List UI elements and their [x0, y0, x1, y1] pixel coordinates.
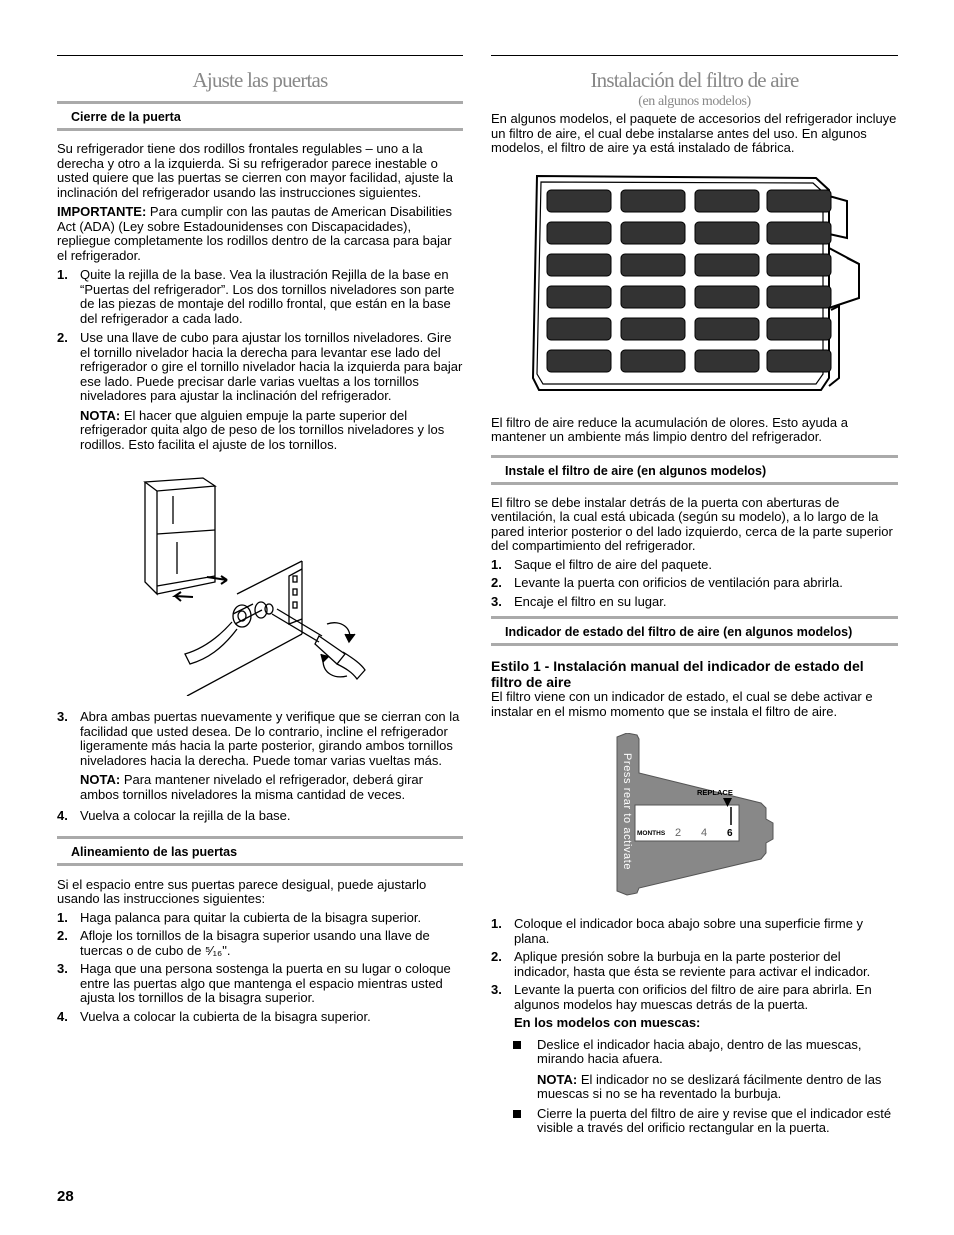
subsection-heading: Cierre de la puerta	[57, 101, 463, 131]
step-text: Haga palanca para quitar la cubierta de la bisagra superior.	[80, 909, 422, 925]
filter-vent-slot	[767, 190, 831, 212]
step-number: 3.	[57, 961, 68, 976]
filter-vent-slot	[621, 254, 685, 276]
filter-vent-slot	[621, 350, 685, 372]
filter-vent-slot	[767, 222, 831, 244]
status-indicator-illustration	[491, 733, 898, 903]
step-number: 3.	[491, 982, 502, 997]
filter-vent-slot	[767, 318, 831, 340]
air-filter-illustration	[491, 168, 898, 406]
list-item	[491, 576, 898, 591]
list-item	[491, 917, 898, 946]
filter-vent-slot	[695, 190, 759, 212]
tick-label: 2	[675, 827, 682, 839]
paragraph: El filtro de aire reduce la acumulación de olores. Esto ayuda a mantener un ambiente más limpio dentro del refrigerador.	[491, 414, 848, 444]
step-text: Aplique presión sobre la burbuja en la parte posterior del indicador, hasta que ésta se reviente para activar el indicador.	[514, 949, 871, 979]
left-column	[57, 55, 463, 1024]
filter-vent-slot	[547, 254, 611, 276]
replace-label: REPLACE	[697, 788, 733, 797]
top-rule	[57, 55, 463, 56]
list-item	[57, 911, 463, 926]
step-number: 4.	[57, 1008, 68, 1024]
step-text: Levante la puerta con orificios del filtro de aire para abrirla. En algunos modelos hay muescas detrás de la puerta.	[514, 982, 872, 1012]
step-text: Vuelva a colocar la cubierta de la bisagra superior.	[80, 1008, 371, 1024]
paragraph: El filtro viene con un indicador de estado, el cual se debe activar e instalar en el mismo momento que se instala el filtro de aire.	[491, 689, 873, 719]
subsection-heading: Alineamiento de las puertas	[57, 836, 463, 866]
tick-label: 6	[727, 828, 733, 839]
step-number: 2.	[491, 949, 502, 964]
step-number: 2.	[57, 330, 68, 345]
list-item	[491, 595, 898, 610]
bullet-text: Cierre la puerta del filtro de aire y revise que el indicador esté visible a través del orificio rectangular en la puerta.	[537, 1105, 892, 1135]
list-item	[57, 268, 463, 326]
note-label: NOTA:	[80, 772, 121, 787]
filter-vent-slot	[547, 222, 611, 244]
list-item	[57, 809, 463, 824]
step-text: Coloque el indicador boca abajo sobre una superficie firme y plana.	[514, 916, 864, 946]
note-paragraph	[57, 409, 463, 453]
bullet-square-icon	[513, 1041, 521, 1049]
filter-vent-slot	[547, 318, 611, 340]
note-paragraph	[491, 1073, 898, 1102]
filter-vent-slot	[695, 350, 759, 372]
important-label: IMPORTANTE:	[57, 204, 147, 219]
list-item	[57, 331, 463, 404]
note-label: NOTA:	[537, 1071, 578, 1087]
note-text: El indicador no se deslizará fácilmente dentro de las muescas si no se ha reventado la burbuja.	[537, 1071, 882, 1101]
filter-vent-slot	[621, 286, 685, 308]
step-number: 3.	[57, 709, 68, 724]
paragraph: Si el espacio entre sus puertas parece desigual, puede ajustarlo usando las instrucciones siguientes:	[57, 876, 427, 906]
note-paragraph	[57, 773, 463, 802]
step-text: Saque el filtro de aire del paquete.	[514, 556, 713, 572]
section-title: Instalación del filtro de aire	[590, 68, 799, 92]
list-item	[57, 710, 463, 768]
important-text: Para cumplir con las pautas de American Disabilities Act (ADA) (Ley sobre Estadounidenses con Discapacidades), repliegue completamente los rodillos dentro de la carcasa para bajar el refrigerador.	[57, 204, 452, 263]
filter-vent-slot	[695, 286, 759, 308]
note-text: Para mantener nivelado el refrigerador, deberá girar ambos tornillos niveladores la misma cantidad de veces.	[80, 772, 423, 802]
filter-vent-slot	[547, 286, 611, 308]
step-text: Haga que una persona sostenga la puerta en su lugar o coloque entre las puertas algo que mantenga el espacio mientras usted ajusta los tornillos de la bisagra superior.	[80, 961, 451, 1005]
top-rule	[491, 55, 898, 56]
filter-vent-slot	[695, 254, 759, 276]
paragraph: Su refrigerador tiene dos rodillos frontales regulables – uno a la derecha y otro a la izquierda. Si su refrigerador parece inestable o usted quiere que las puertas se cierren con mayor facilidad, ajuste la inclinación del refrigerador usando las instrucciones siguientes.	[57, 141, 453, 200]
section-subtitle: (en algunos modelos)	[638, 94, 751, 109]
list-item	[491, 950, 898, 979]
notch-label-text: En los modelos con muescas:	[514, 1015, 701, 1030]
step-text: Encaje el filtro en su lugar.	[514, 593, 667, 609]
subsection-heading: Indicador de estado del filtro de aire (en algunos modelos)	[491, 616, 898, 646]
filter-vent-slot	[621, 190, 685, 212]
filter-vent-slot	[767, 254, 831, 276]
filter-vent-slot	[767, 286, 831, 308]
filter-vent-slot	[767, 350, 831, 372]
page-number: 28	[57, 1188, 74, 1205]
step-number: 1.	[491, 916, 502, 931]
step-text: Abra ambas puertas nuevamente y verifique que se cierran con la facilidad que usted desea. De lo contrario, incline el refrigerador ligeramente más hacia la parte posterior, girando ambos tornillos niveladores hacia la derecha. Puede tomar varias vueltas más.	[80, 709, 460, 768]
step-text: Use una llave de cubo para ajustar los tornillos niveladores. Gire el tornillo nivelador hacia la derecha para levantar ese lado del refrigerador o gire el tornillo nivelador hacia la izquierda para bajar ese lado. Puede precisar darle varias vueltas a los tornillos niveladores para ajustar la inclinación del refrigerador.	[80, 330, 463, 403]
important-paragraph	[57, 205, 463, 263]
step-number: 1.	[57, 267, 68, 282]
filter-vent-slot	[695, 222, 759, 244]
step-text: Afloje los tornillos de la bisagra superior usando una llave de tuercas o de cubo de ⁵⁄₁₆".	[80, 928, 430, 958]
subsection-heading: Instale el filtro de aire (en algunos modelos)	[491, 455, 898, 485]
filter-vent-slot	[621, 222, 685, 244]
list-item	[57, 962, 463, 1006]
right-column	[491, 55, 898, 1136]
paragraph: En algunos modelos, el paquete de accesorios del refrigerador incluye un filtro de aire, el cual debe instalarse antes del uso. En algunos modelos, el filtro de aire ya está instalado de fábrica.	[491, 111, 897, 155]
list-item	[491, 558, 898, 573]
bullet-item	[491, 1038, 898, 1067]
step-text: Vuelva a colocar la rejilla de la base.	[80, 808, 291, 823]
months-label: MONTHS	[637, 830, 666, 837]
note-text: El hacer que alguien empuje la parte superior del refrigerador quita algo de peso de los tornillos niveladores y los rodillos. Esto facilita el ajuste de los tornillos.	[80, 407, 445, 452]
bullet-item	[491, 1107, 898, 1136]
step-number: 2.	[57, 928, 68, 943]
paragraph: El filtro se debe instalar detrás de la puerta con aberturas de ventilación, la cual está ubicada (según su modelo), a lo largo de la pared interior posterior o del lado izquierdo, cerca de la parte superior del compartimiento del refrigerador.	[491, 494, 893, 553]
filter-vent-slot	[547, 350, 611, 372]
tick-label: 4	[701, 827, 708, 839]
style-heading: Estilo 1 - Instalación manual del indicador de estado del filtro de aire	[491, 658, 864, 690]
note-label: NOTA:	[80, 407, 121, 423]
bullet-text: Deslice el indicador hacia abajo, dentro de las muescas, mirando hacia afuera.	[537, 1036, 862, 1066]
step-text: Levante la puerta con orificios de ventilación para abrirla.	[514, 575, 843, 590]
filter-vent-slot	[547, 190, 611, 212]
step-number: 1.	[491, 556, 502, 572]
list-item	[491, 983, 898, 1012]
leveling-screw-illustration	[57, 464, 463, 696]
notch-label	[491, 1016, 898, 1031]
press-rear-text: Press rear to activate	[621, 753, 633, 871]
bullet-square-icon	[513, 1110, 521, 1118]
list-item	[57, 929, 463, 958]
step-number: 1.	[57, 909, 68, 925]
step-number: 3.	[491, 593, 502, 609]
section-title: Ajuste las puertas	[192, 68, 328, 92]
filter-vent-slot	[695, 318, 759, 340]
step-number: 4.	[57, 808, 68, 823]
step-number: 2.	[491, 575, 502, 590]
filter-vent-slot	[621, 318, 685, 340]
step-text: Quite la rejilla de la base. Vea la ilustración Rejilla de la base en “Puertas del refrigerador”. Los dos tornillos niveladores son parte de las piezas de montaje del rodillo frontal, que están en la base del refrigerador a cada lado.	[80, 267, 455, 326]
list-item	[57, 1010, 463, 1025]
